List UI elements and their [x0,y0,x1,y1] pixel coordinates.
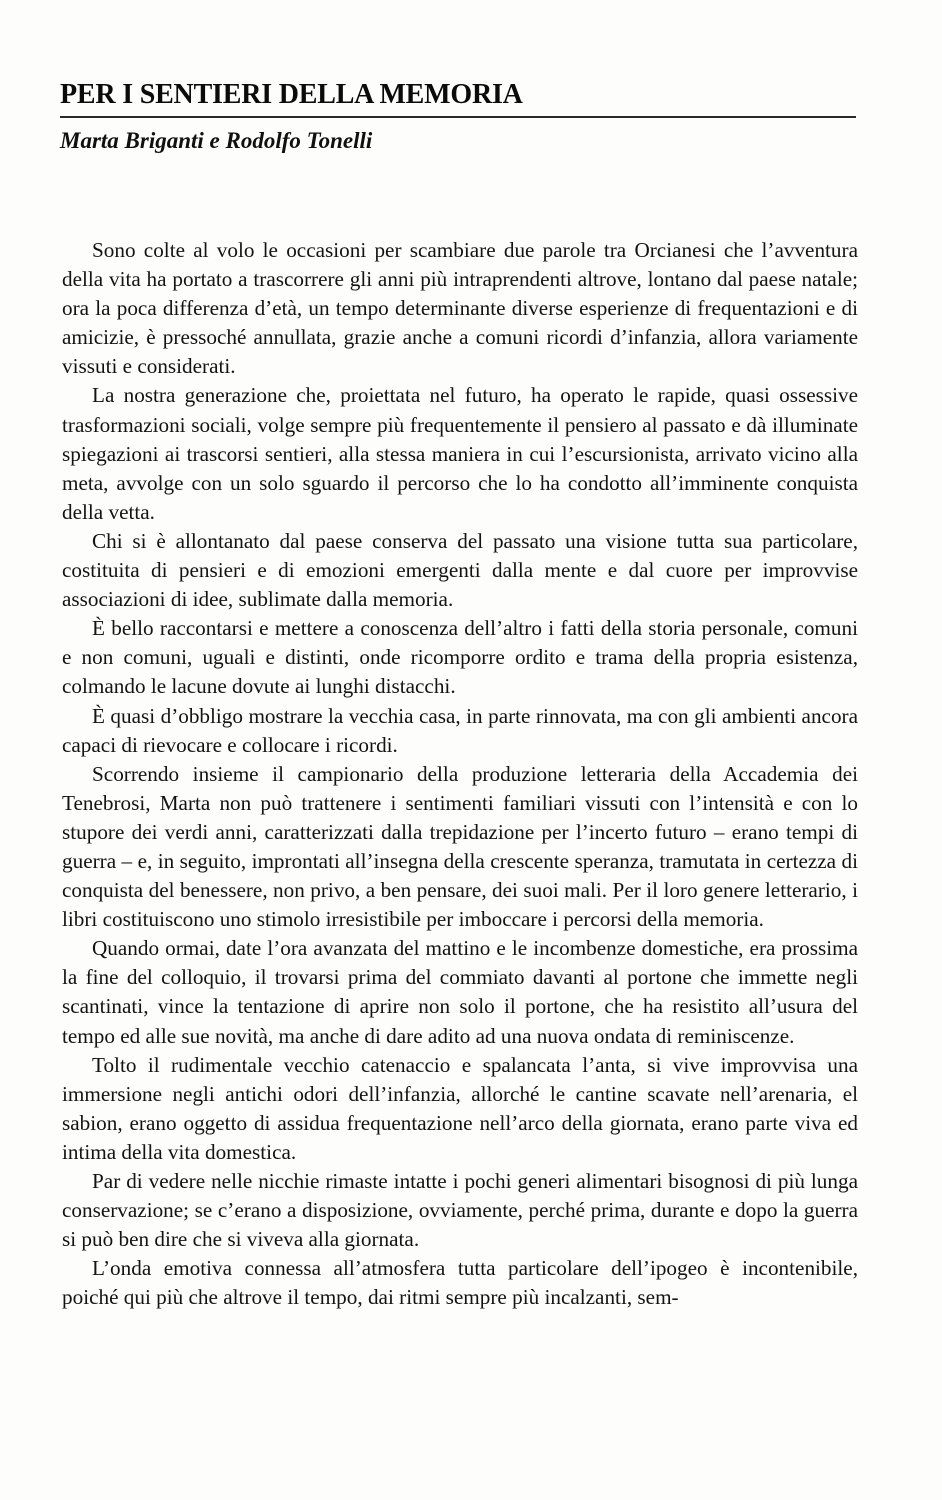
body-paragraph: Quando ormai, date l’ora avanzata del mattino e le incombenze domestiche, era prossima la fine del colloquio, il trovarsi prima del commiato davanti al portone che immette negli scantinati, vince la tentazione di aprire non solo il portone, che ha resistito all’usura del tempo ed alle sue novità, ma anche di dare adito ad una nuova ondata di reminiscenze. [62,936,858,1048]
article-header [60,78,856,156]
body-paragraph: È quasi d’obbligo mostrare la vecchia casa, in parte rinnovata, ma con gli ambienti ancora capaci di rievocare e collocare i ricordi. [62,703,858,757]
body-paragraph: Par di vedere nelle nicchie rimaste intatte i pochi generi alimentari bisognosi di più lunga conservazione; se c’erano a disposizione, ovviamente, perché prima, durante e dopo la guerra si può ben dire che si viveva alla giornata. [62,1169,858,1252]
page-title: PER I SENTIERI DELLA MEMORIA [60,79,523,110]
body-paragraph: Scorrendo insieme il campionario della produzione letteraria della Accademia dei Tenebrosi, Marta non può trattenere i sentimenti familiari vissuti con l’intensità e con lo stupore dei verdi anni, caratterizzati dalla trepidazione per l’incerto futuro – erano tempi di guerra – e, in seguito, improntati all’insegna della crescente speranza, tramutata in certezza di conquista del benessere, non privo, a ben pensare, dei suoi mali. Per il loro genere letterario, i libri costituiscono uno stimolo irresistibile per imboccare i percorsi della memoria. [62,761,858,932]
body-paragraph: Tolto il rudimentale vecchio catenaccio e spalancata l’anta, si vive improvvisa una immersione negli antichi odori dell’infanzia, allorché le cantine scavate nell’arenaria, el sabion, erano oggetto di assidua frequentazione nell’arco della giornata, erano parte viva ed intima della vita domestica. [62,1052,858,1164]
article-authors: Marta Briganti e Rodolfo Tonelli [60,128,373,153]
body-paragraph: L’onda emotiva connessa all’atmosfera tutta particolare dell’ipogeo è incontenibile, poiché qui più che altrove il tempo, dai ritmi sempre più incalzanti, sem- [62,1256,858,1310]
title-divider [60,116,856,118]
body-paragraph: Chi si è allontanato dal paese conserva del passato una visione tutta sua particolare, costituita di pensieri e di emozioni emergenti dalla mente e dal cuore per improvvise associazioni di idee, sublimate dalla memoria. [62,528,858,612]
body-paragraph: È bello raccontarsi e mettere a conoscenza dell’altro i fatti della storia personale, comuni e non comuni, uguali e distinti, onde ricomporre ordito e trama della propria esistenza, colmando le lacune dovute ai lunghi distacchi. [62,616,858,699]
body-paragraph: Sono colte al volo le occasioni per scambiare due parole tra Orcianesi che l’avventura della vita ha portato a trascorrere gli anni più intraprendenti altrove, lontano dal paese natale; ora la poca differenza d’età, un tempo determinante diverse esperienze di frequentazioni e di amicizie, è pressoché annullata, grazie anche a comuni ricordi d’infanzia, allora variamente vissuti e considerati. [62,238,858,379]
body-paragraph: La nostra generazione che, proiettata nel futuro, ha operato le rapide, quasi ossessive trasformazioni sociali, volge sempre più frequentemente il pensiero al passato e dà illuminate spiegazioni ai trascorsi sentieri, alla stessa maniera in cui l’escursionista, arrivato vicino alla meta, avvolge con un solo sguardo il percorso che lo ha condotto all’imminente conquista della vetta. [62,383,858,524]
article-body [62,236,858,1312]
